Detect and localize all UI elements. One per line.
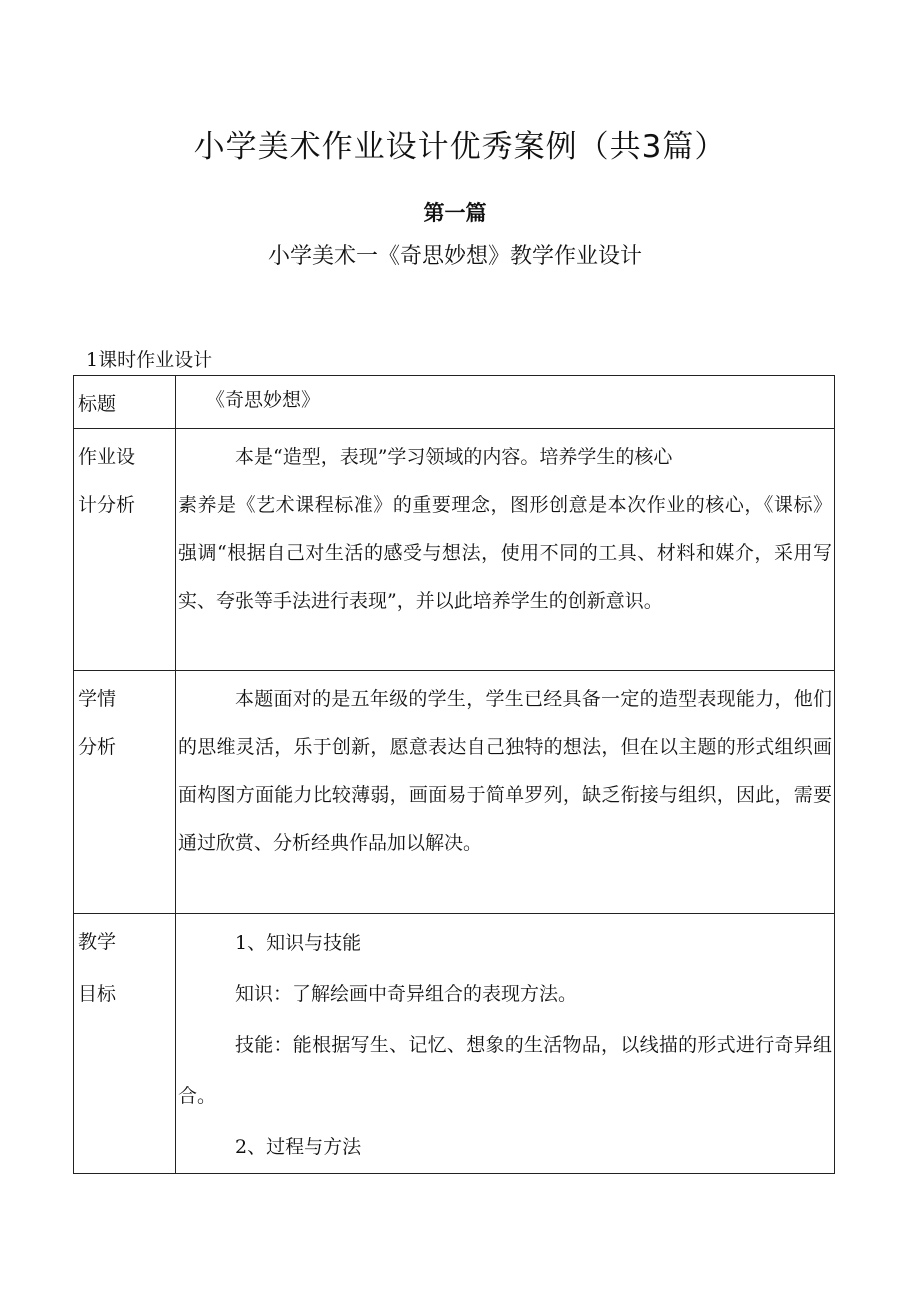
row-label-line: 教学 bbox=[78, 931, 117, 953]
table-row bbox=[74, 429, 835, 671]
goal-heading-process: 2、过程与方法 bbox=[235, 1136, 362, 1158]
table-row bbox=[74, 376, 835, 429]
row-label-goals bbox=[74, 914, 176, 1174]
row-content-title bbox=[176, 376, 835, 429]
table-row bbox=[74, 671, 835, 914]
row-content-goals bbox=[176, 914, 835, 1174]
table-row bbox=[74, 914, 835, 1174]
row-label-line: 分析 bbox=[78, 736, 117, 758]
row-label-title bbox=[74, 376, 176, 429]
document-title: 小学美术作业设计优秀案例（共3篇） bbox=[193, 129, 727, 165]
row-label-student bbox=[74, 671, 176, 914]
goal-knowledge: 知识：了解绘画中奇异组合的表现方法。 bbox=[235, 983, 578, 1005]
title-value: 《奇思妙想》 bbox=[206, 389, 321, 411]
row-label-line: 目标 bbox=[78, 983, 117, 1005]
analysis-paragraph-first: 本是“造型，表现”学习领域的内容。培养学生的核心 bbox=[235, 446, 673, 468]
goal-heading-knowledge: 1、知识与技能 bbox=[235, 932, 362, 954]
row-content-student bbox=[176, 671, 835, 914]
part-title: 第一篇 bbox=[423, 201, 487, 225]
goal-skill: 技能：能根据写生、记忆、想象的生活物品，以线描的形式进行奇异组合。 bbox=[178, 1034, 832, 1107]
row-label-line: 计分析 bbox=[78, 494, 136, 516]
lesson-subtitle: 小学美术一《奇思妙想》教学作业设计 bbox=[267, 244, 642, 269]
analysis-paragraph-second: 素养是《艺术课程标准》的重要理念，图形创意是本次作业的核心，《课标》强调“根据自己对生活的感受与想法，使用不同的工具、材料和媒介，采用写实、夸张等手法进行表现”，并以此培养学生的创新意识。 bbox=[178, 494, 832, 612]
row-label-text: 标题 bbox=[78, 393, 117, 415]
design-table bbox=[73, 375, 835, 1174]
student-analysis-paragraph: 本题面对的是五年级的学生，学生已经具备一定的造型表现能力，他们的思维灵活，乐于创新，愿意表达自己独特的想法，但在以主题的形式组织画面构图方面能力比较薄弱，画面易于简单罗列，缺乏衔接与组织，因此，需要通过欣赏、分析经典作品加以解决。 bbox=[178, 688, 832, 854]
row-label-line: 作业设 bbox=[78, 446, 136, 468]
row-content-analysis bbox=[176, 429, 835, 671]
row-label-line: 学情 bbox=[78, 688, 117, 710]
row-label-analysis bbox=[74, 429, 176, 671]
section-caption: 1课时作业设计 bbox=[86, 349, 213, 371]
